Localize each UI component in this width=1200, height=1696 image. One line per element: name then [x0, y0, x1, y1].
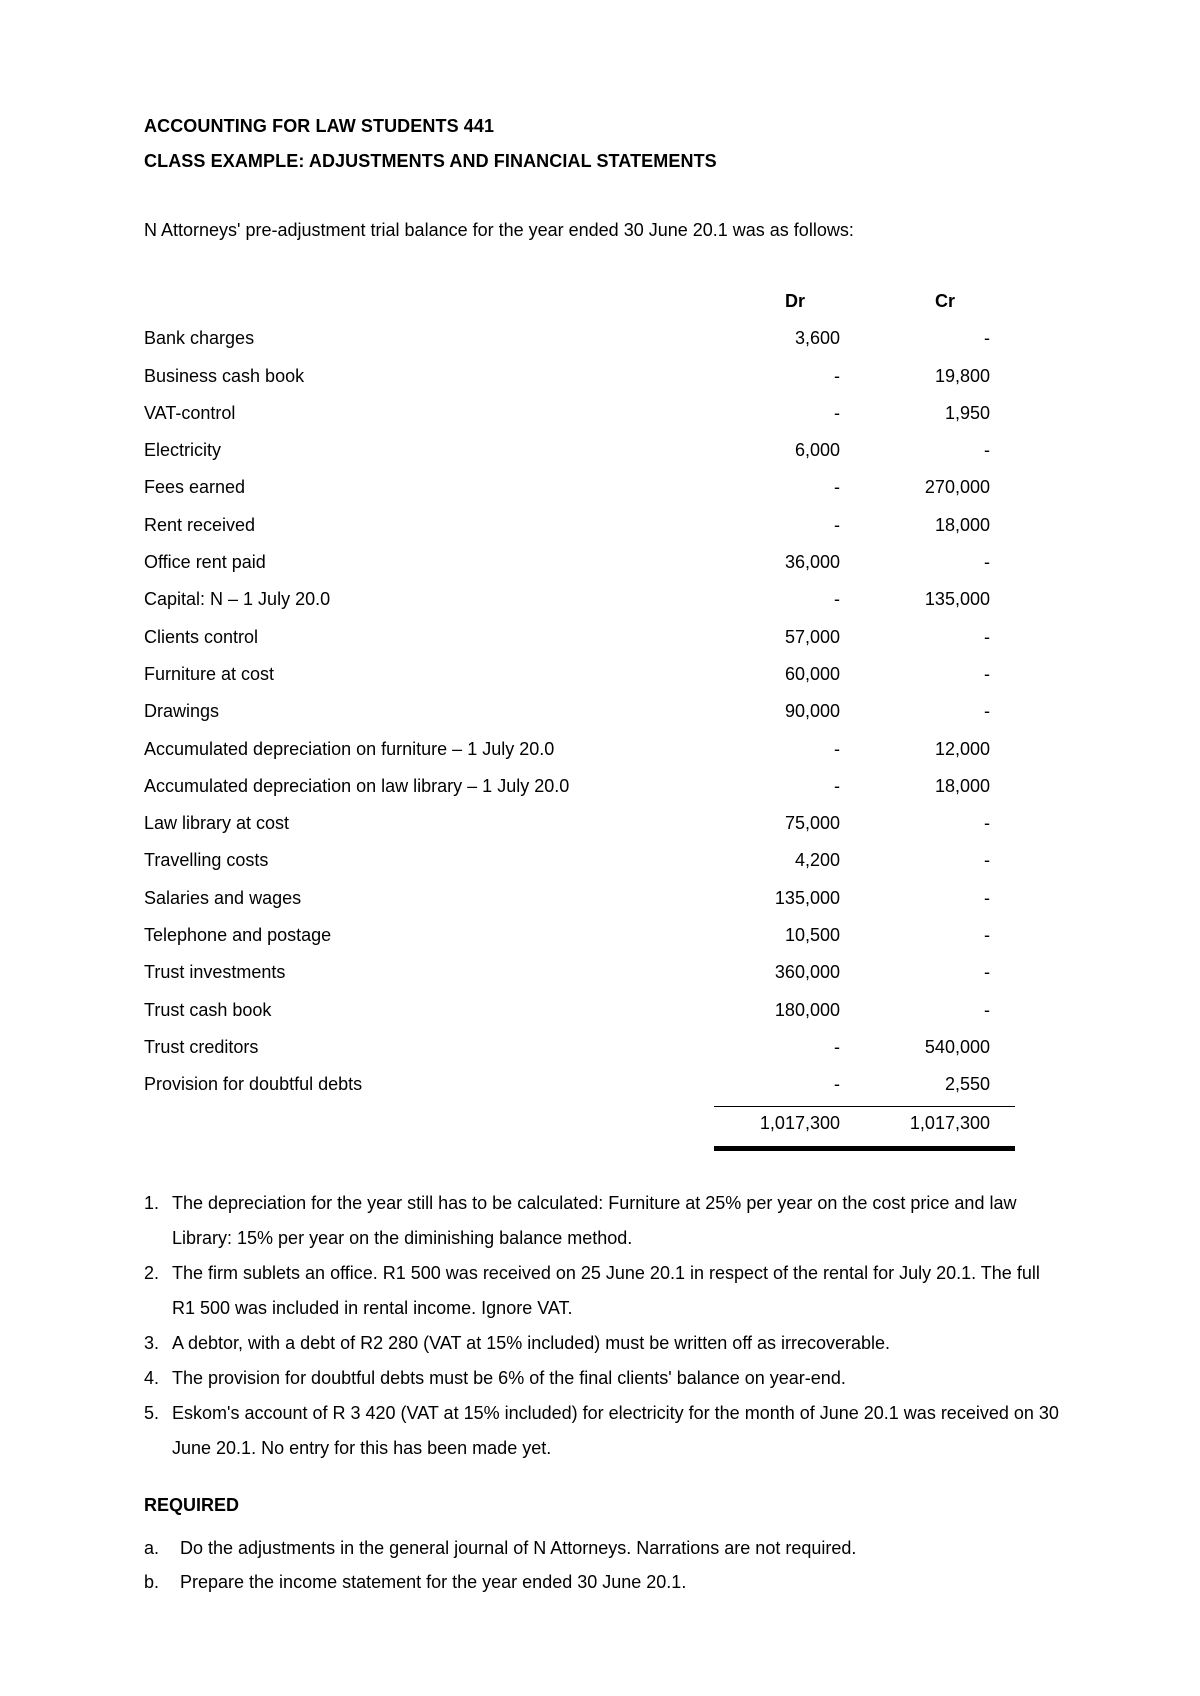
table-row — [144, 546, 1014, 583]
cr-amount: - — [984, 999, 990, 1020]
required-item-text: Prepare the income statement for the year ended 30 June 20.1. — [180, 1572, 687, 1592]
table-row — [144, 658, 1014, 695]
account-name: Telephone and postage — [144, 925, 332, 946]
note-number: 4. — [144, 1368, 160, 1388]
dr-amount: - — [834, 402, 840, 423]
cr-amount: 540,000 — [924, 1036, 990, 1057]
trial-balance-header — [144, 285, 1014, 322]
table-row — [144, 956, 1014, 993]
table-row — [144, 882, 1014, 919]
table-row — [144, 322, 1014, 359]
intro-text: N Attorneys' pre-adjustment trial balance for the year ended 30 June 20.1 was as follows: — [144, 220, 854, 240]
cr-amount: - — [984, 663, 990, 684]
dr-amount: - — [834, 1036, 840, 1057]
dr-amount: 57,000 — [784, 626, 840, 647]
trial-balance-totals — [144, 1106, 1014, 1144]
cr-amount: 2,550 — [944, 1074, 990, 1095]
table-row — [144, 695, 1014, 732]
dr-amount: - — [834, 738, 840, 759]
dr-amount: 180,000 — [774, 999, 840, 1020]
account-name: Trust cash book — [144, 999, 272, 1020]
account-name: Furniture at cost — [144, 663, 275, 684]
account-name: Capital: N – 1 July 20.0 — [144, 589, 331, 610]
account-name: Accumulated depreciation on furniture – 1 July 20.0 — [144, 738, 555, 759]
table-row — [144, 434, 1014, 471]
dr-amount: 10,500 — [784, 925, 840, 946]
cr-amount: - — [984, 850, 990, 871]
account-name: Trust investments — [144, 962, 286, 983]
cr-amount: - — [984, 626, 990, 647]
cr-column-header: Cr — [934, 291, 955, 311]
note-text: The provision for doubtful debts must be 6% of the final clients' balance on year-end. — [172, 1368, 846, 1388]
dr-amount: - — [834, 1074, 840, 1095]
dr-amount: 4,200 — [794, 850, 840, 871]
dr-amount: 75,000 — [784, 813, 840, 834]
note-number: 3. — [144, 1333, 160, 1353]
account-name: Fees earned — [144, 477, 246, 498]
note-text: A debtor, with a debt of R2 280 (VAT at 15% included) must be written off as irrecoverable. — [172, 1333, 891, 1353]
dr-amount: - — [834, 514, 840, 535]
account-name: Clients control — [144, 626, 259, 647]
trial-balance-rows — [144, 322, 1014, 1105]
dr-amount: - — [834, 589, 840, 610]
account-name: VAT-control — [144, 402, 236, 423]
table-row — [144, 770, 1014, 807]
cr-amount: - — [984, 701, 990, 722]
cr-amount: 12,000 — [934, 738, 990, 759]
account-name: Provision for doubtful debts — [144, 1074, 363, 1095]
note-text: The depreciation for the year still has to be calculated: Furniture at 25% per year on the cost price and law Library: 15% per year on the diminishing balance method. — [172, 1193, 1017, 1248]
cr-amount: - — [984, 925, 990, 946]
list-item — [144, 1361, 1064, 1396]
list-item — [144, 1565, 1064, 1599]
dr-amount: - — [834, 365, 840, 386]
cr-amount: 135,000 — [924, 589, 990, 610]
account-name: Bank charges — [144, 328, 255, 349]
account-name: Business cash book — [144, 365, 305, 386]
list-item — [144, 1256, 1064, 1326]
dr-amount: 360,000 — [774, 962, 840, 983]
account-name: Accumulated depreciation on law library – 1 July 20.0 — [144, 775, 570, 796]
note-text: The firm sublets an office. R1 500 was received on 25 June 20.1 in respect of the rental for July 20.1. The full R1 500 was included in rental income. Ignore VAT. — [172, 1263, 1040, 1318]
table-row — [144, 807, 1014, 844]
totals-double-rule — [714, 1146, 1015, 1151]
dr-amount: 135,000 — [774, 887, 840, 908]
dr-amount: 6,000 — [794, 440, 840, 461]
table-row — [144, 360, 1014, 397]
table-row — [144, 844, 1014, 881]
list-item — [144, 1326, 1064, 1361]
required-item-letter: b. — [144, 1572, 160, 1592]
required-heading: REQUIRED — [144, 1495, 240, 1515]
note-number: 2. — [144, 1263, 160, 1283]
list-item — [144, 1186, 1064, 1256]
cr-amount: 1,950 — [944, 402, 990, 423]
dr-amount: 90,000 — [784, 701, 840, 722]
table-row — [144, 397, 1014, 434]
totals-top-rule — [714, 1106, 1015, 1107]
dr-amount: 3,600 — [794, 328, 840, 349]
cr-amount: - — [984, 440, 990, 461]
table-row — [144, 919, 1014, 956]
account-name: Trust creditors — [144, 1036, 259, 1057]
account-name: Drawings — [144, 701, 220, 722]
cr-amount: - — [984, 552, 990, 573]
account-name: Law library at cost — [144, 813, 290, 834]
document-subtitle: CLASS EXAMPLE: ADJUSTMENTS AND FINANCIAL STATEMENTS — [144, 151, 717, 171]
table-row — [144, 583, 1014, 620]
dr-amount: - — [834, 775, 840, 796]
dr-column-header: Dr — [784, 291, 805, 311]
required-list — [144, 1531, 1064, 1599]
list-item — [144, 1396, 1064, 1466]
table-row — [144, 994, 1014, 1031]
document-title: ACCOUNTING FOR LAW STUDENTS 441 — [144, 116, 495, 136]
note-text: Eskom's account of R 3 420 (VAT at 15% included) for electricity for the month of June 20.1 was received on 30 June 20.1. No entry for this has been made yet. — [172, 1403, 1059, 1458]
table-row — [144, 1031, 1014, 1068]
table-row — [144, 1068, 1014, 1105]
table-row — [144, 733, 1014, 770]
account-name: Office rent paid — [144, 552, 266, 573]
table-row — [144, 509, 1014, 546]
cr-amount: 18,000 — [934, 514, 990, 535]
total-dr: 1,017,300 — [759, 1112, 840, 1133]
cr-amount: - — [984, 962, 990, 983]
table-row — [144, 621, 1014, 658]
account-name: Electricity — [144, 440, 222, 461]
cr-amount: - — [984, 328, 990, 349]
dr-amount: 60,000 — [784, 663, 840, 684]
trial-balance-table — [144, 285, 1014, 1144]
cr-amount: 19,800 — [934, 365, 990, 386]
note-number: 5. — [144, 1403, 160, 1423]
total-cr: 1,017,300 — [909, 1112, 990, 1133]
required-item-text: Do the adjustments in the general journal of N Attorneys. Narrations are not required. — [180, 1538, 857, 1558]
note-number: 1. — [144, 1193, 160, 1213]
dr-amount: 36,000 — [784, 552, 840, 573]
account-name: Rent received — [144, 514, 256, 535]
dr-amount: - — [834, 477, 840, 498]
adjustment-notes-list — [144, 1186, 1064, 1466]
required-item-letter: a. — [144, 1538, 160, 1558]
account-name: Travelling costs — [144, 850, 269, 871]
cr-amount: 18,000 — [934, 775, 990, 796]
cr-amount: 270,000 — [924, 477, 990, 498]
table-row — [144, 471, 1014, 508]
cr-amount: - — [984, 813, 990, 834]
list-item — [144, 1531, 1064, 1565]
account-name: Salaries and wages — [144, 887, 302, 908]
cr-amount: - — [984, 887, 990, 908]
